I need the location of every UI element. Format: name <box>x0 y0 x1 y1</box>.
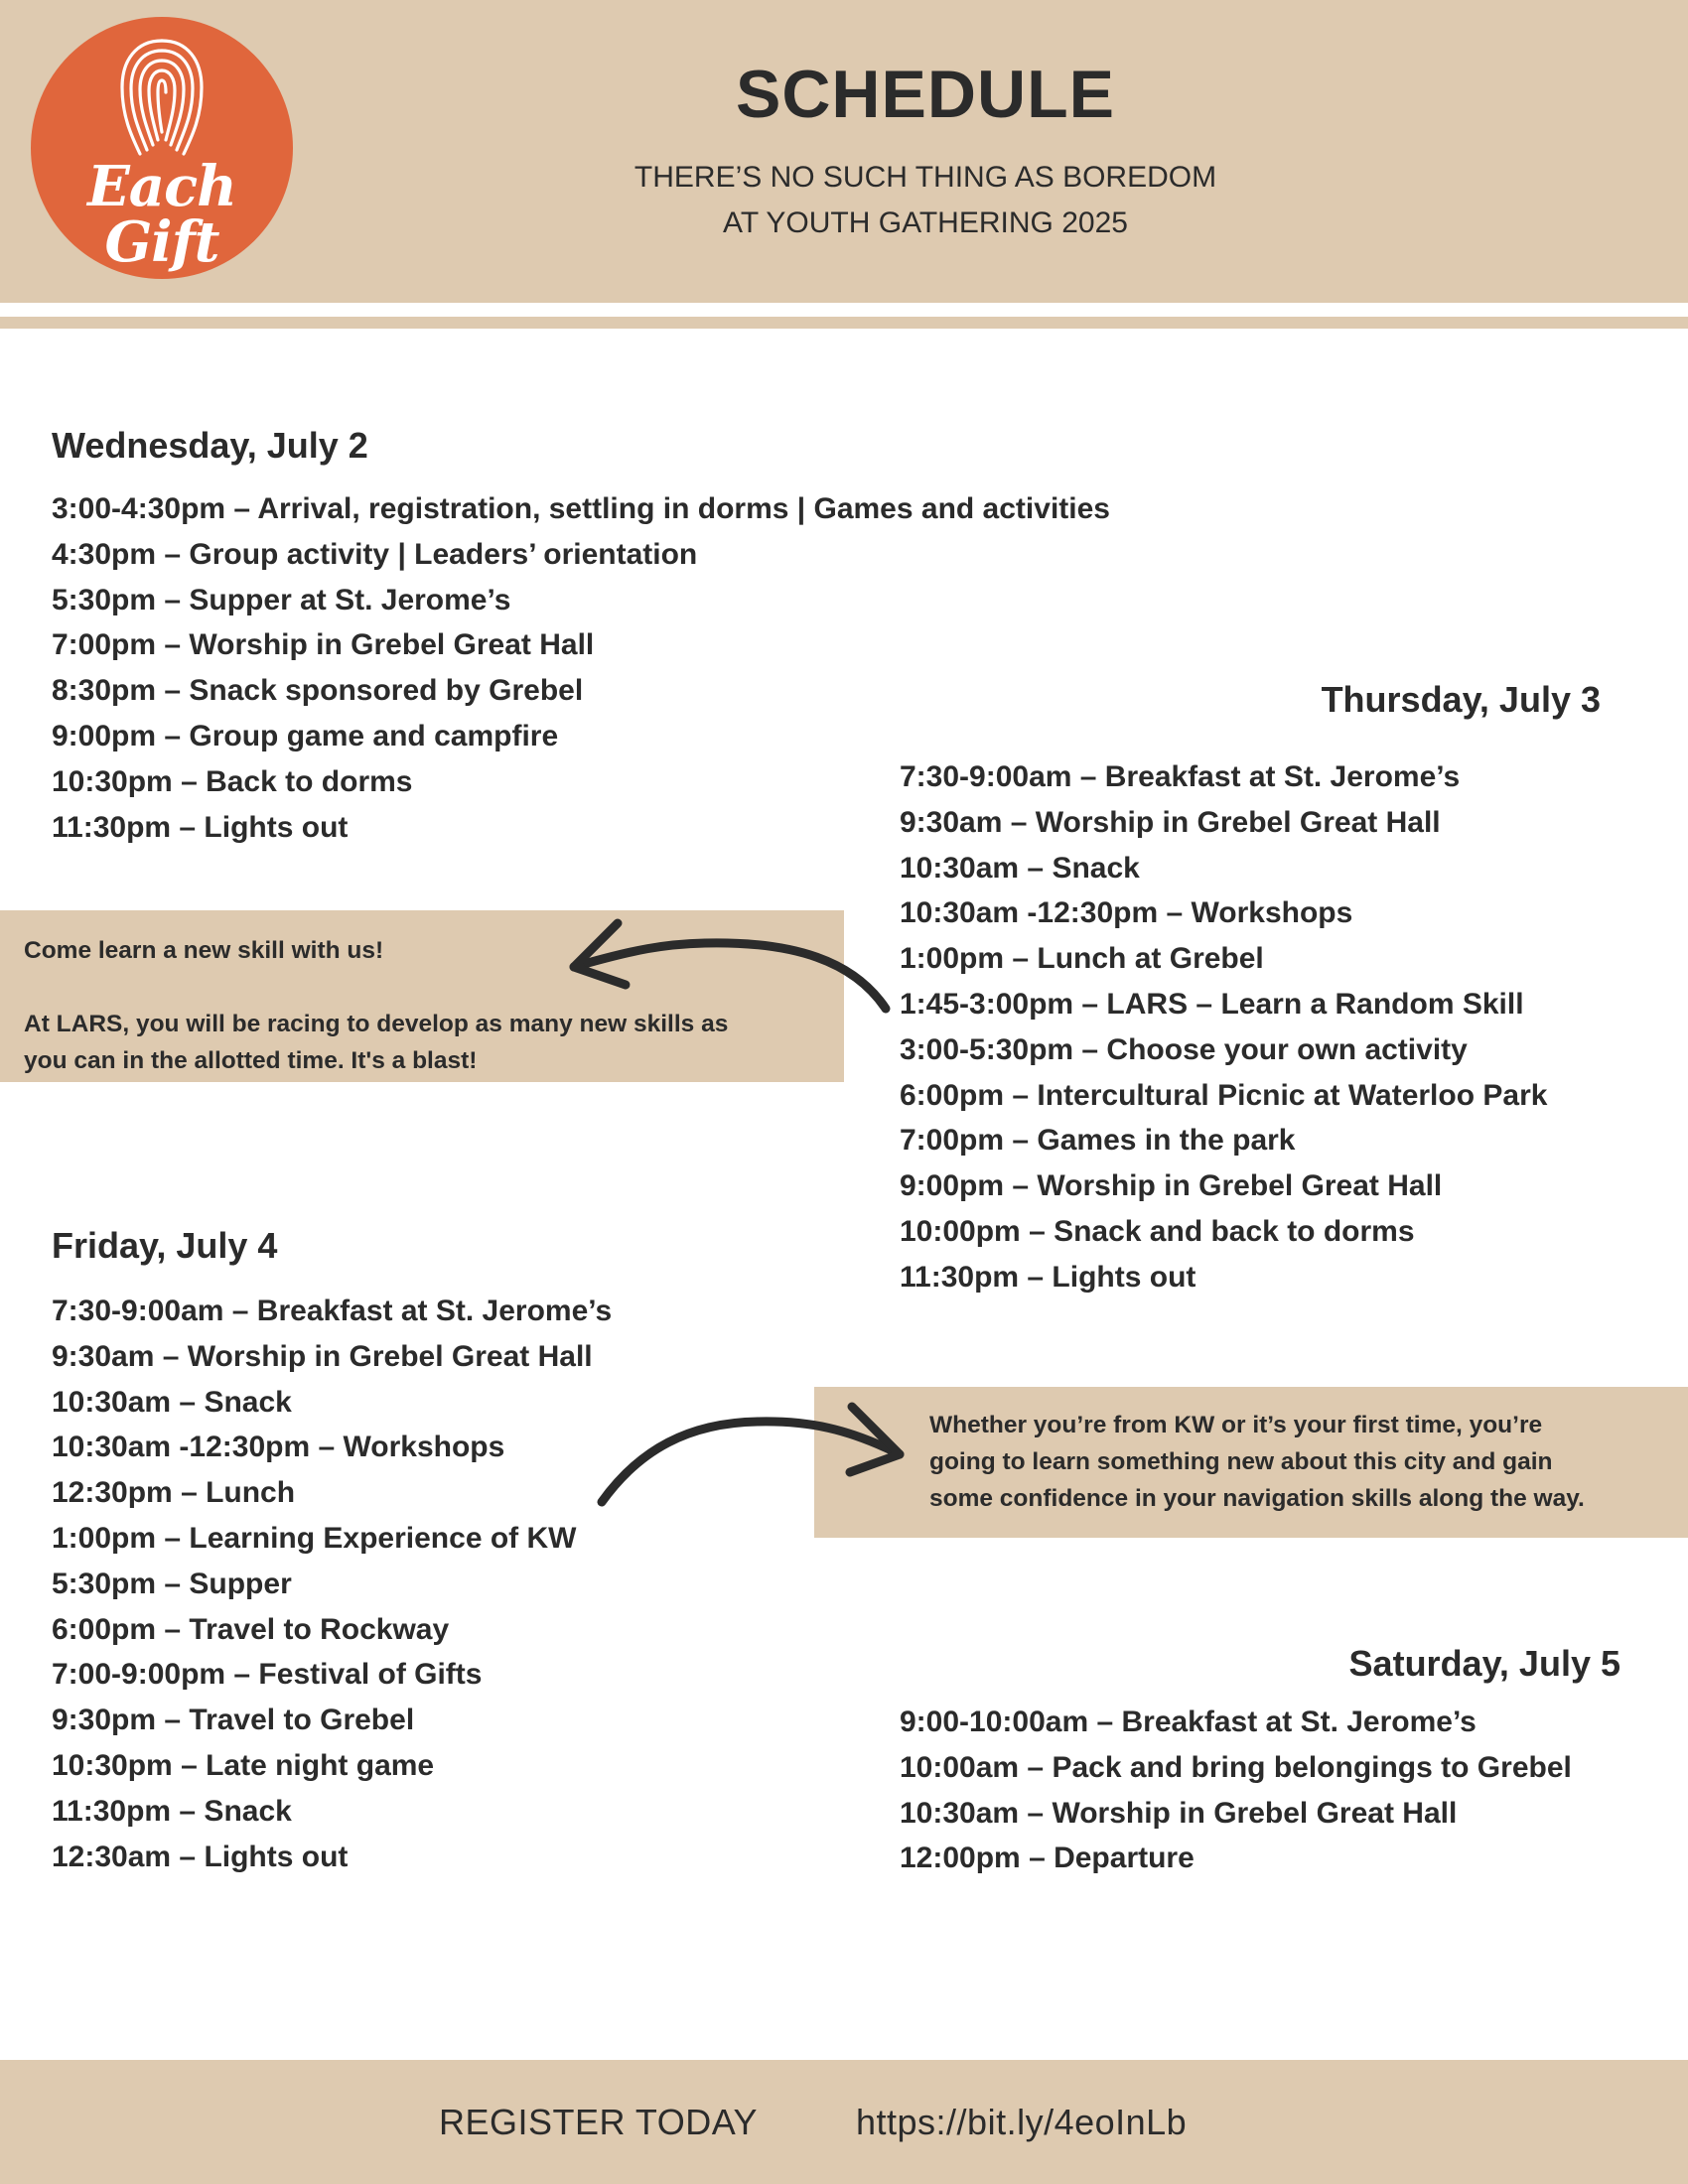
event-item: 7:30-9:00am – Breakfast at St. Jerome’s <box>900 760 1461 793</box>
header-divider <box>0 317 1688 329</box>
event-item: 9:30pm – Travel to Grebel <box>52 1704 415 1737</box>
lars-note-line-3: you can in the allotted time. It's a blast! <box>24 1047 478 1074</box>
event-item: 7:30-9:00am – Breakfast at St. Jerome’s <box>52 1295 613 1327</box>
event-item: 5:30pm – Supper <box>52 1567 292 1600</box>
event-list-saturday <box>900 1700 1572 1881</box>
curved-arrow-right-icon <box>590 1395 917 1524</box>
day-title-wednesday: Wednesday, July 2 <box>52 425 368 466</box>
event-item: 9:30am – Worship in Grebel Great Hall <box>52 1339 593 1373</box>
event-item: 7:00pm – Games in the park <box>900 1124 1296 1158</box>
event-item: 11:30pm – Lights out <box>52 810 349 844</box>
event-item: 1:00pm – Lunch at Grebel <box>900 942 1264 976</box>
subtitle-line-2: AT YOUTH GATHERING 2025 <box>723 206 1128 239</box>
registration-link[interactable]: https://bit.ly/4eoInLb <box>856 2102 1188 2142</box>
event-item: 10:30pm – Late night game <box>52 1748 435 1782</box>
event-item: 12:30pm – Lunch <box>52 1476 296 1510</box>
event-item: 12:00pm – Departure <box>900 1842 1195 1875</box>
page-subtitle <box>556 155 1295 246</box>
event-item: 6:00pm – Intercultural Picnic at Waterloo Park <box>900 1078 1548 1112</box>
event-item: 11:30pm – Lights out <box>900 1260 1196 1294</box>
event-item: 10:30am – Snack <box>52 1385 292 1419</box>
register-today-label: REGISTER TODAY <box>439 2102 759 2142</box>
event-list-thursday <box>900 754 1547 1300</box>
event-item: 1:45-3:00pm – LARS – Learn a Random Skill <box>900 987 1524 1021</box>
subtitle-line-1: THERE’S NO SUCH THING AS BOREDOM <box>633 161 1217 194</box>
event-item: 7:00-9:00pm – Festival of Gifts <box>52 1658 483 1692</box>
event-item: 10:00pm – Snack and back to dorms <box>900 1214 1415 1248</box>
logo-text-gift: Gift <box>104 209 219 275</box>
lars-note-line-1: Come learn a new skill with us! <box>24 937 384 964</box>
event-item: 10:30am – Snack <box>900 851 1140 885</box>
page-title: SCHEDULE <box>735 57 1116 132</box>
kw-note-line-1: Whether you’re from KW or it’s your first time, you’re <box>929 1412 1543 1438</box>
day-title-thursday: Thursday, July 3 <box>1321 679 1601 720</box>
event-item: 9:00pm – Group game and campfire <box>52 719 559 752</box>
event-item: 9:00-10:00am – Breakfast at St. Jerome’s <box>900 1706 1477 1738</box>
event-item: 9:30am – Worship in Grebel Great Hall <box>900 805 1441 839</box>
event-item: 11:30pm – Snack <box>52 1794 292 1828</box>
event-item: 8:30pm – Snack sponsored by Grebel <box>52 674 584 708</box>
event-item: 7:00pm – Worship in Grebel Great Hall <box>52 628 595 662</box>
event-item: 10:30am -12:30pm – Workshops <box>52 1431 505 1464</box>
event-item: 9:00pm – Worship in Grebel Great Hall <box>900 1169 1443 1203</box>
logo-text-each: Each <box>87 154 236 219</box>
event-item: 3:00-5:30pm – Choose your own activity <box>900 1032 1468 1066</box>
event-item: 3:00-4:30pm – Arrival, registration, settling in dorms | Games and activities <box>52 492 1110 525</box>
lars-note-line-2: At LARS, you will be racing to develop as many new skills as <box>24 1011 729 1037</box>
event-item: 5:30pm – Supper at St. Jerome’s <box>52 583 511 616</box>
event-item: 10:30pm – Back to dorms <box>52 764 413 798</box>
curved-arrow-left-icon <box>556 911 894 1021</box>
event-item: 12:30am – Lights out <box>52 1840 349 1873</box>
kw-note-line-2: going to learn something new about this city and gain <box>929 1448 1553 1475</box>
footer-band <box>0 2060 1688 2184</box>
kw-note-line-3: some confidence in your navigation skills along the way. <box>929 1485 1585 1512</box>
event-list-friday <box>52 1289 612 1879</box>
day-title-saturday: Saturday, July 5 <box>1348 1643 1620 1684</box>
event-item: 6:00pm – Travel to Rockway <box>52 1612 450 1646</box>
day-title-friday: Friday, July 4 <box>52 1225 278 1266</box>
event-item: 10:30am – Worship in Grebel Great Hall <box>900 1796 1458 1830</box>
event-item: 4:30pm – Group activity | Leaders’ orientation <box>52 537 698 571</box>
kw-note-box <box>814 1387 1688 1538</box>
event-item: 10:30am -12:30pm – Workshops <box>900 896 1353 930</box>
event-item: 1:00pm – Learning Experience of KW <box>52 1521 577 1555</box>
event-item: 10:00am – Pack and bring belongings to Grebel <box>900 1750 1572 1784</box>
